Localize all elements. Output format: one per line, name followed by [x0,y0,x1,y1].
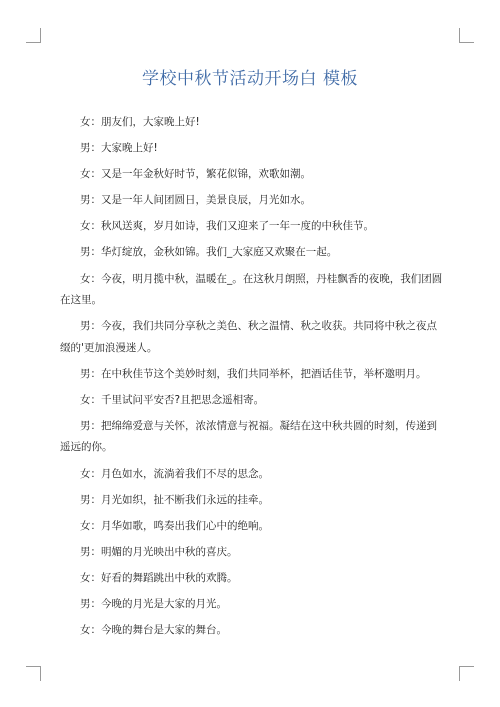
dialogue-line: 女：又是一年金秋好时节，繁花似锦，欢歌如潮。 [80,168,311,181]
dialogue-line: 女：今晚的舞台是大家的舞台。 [80,624,227,637]
crop-mark-top-right [459,28,474,43]
dialogue-line: 男：把绵绵爱意与关怀，浓浓情意与祝福。凝结在这中秋共圆的时刻，传递到遥远的你。 [60,419,437,454]
crop-mark-bottom-left [26,666,41,681]
dialogue-line: 女：朋友们，大家晚上好! [80,116,200,128]
document-body [60,112,446,646]
dialogue-line: 男：华灯绽放，金秋如锦。我们_大家庭又欢聚在一起。 [80,246,338,259]
dialogue-line: 男：今晚的月光是大家的月光。 [80,598,227,610]
crop-mark-top-left [26,28,41,43]
dialogue-line: 男：大家晚上好! [80,142,158,155]
document-title: 学校中秋节活动开场白 模板 [142,69,358,89]
dialogue-line: 男：在中秋佳节这个美妙时刻，我们共同举杯，把酒话佳节，举杯邀明月。 [80,367,427,380]
dialogue-line: 女：月色如水，流淌着我们不尽的思念。 [80,467,269,480]
dialogue-line: 男：明媚的月光映出中秋的喜庆。 [80,545,238,558]
crop-mark-bottom-right [459,666,474,681]
dialogue-line: 男：月光如织，扯不断我们永远的挂牵。 [80,493,269,506]
dialogue-line: 男：又是一年人间团圆日，美景良辰，月光如水。 [80,194,311,207]
dialogue-line: 女：今夜，明月揽中秋，温暖在_。在这秋月朗照，丹桂飘香的夜晚，我们团圆在这里。 [60,272,443,307]
dialogue-line: 女：秋风送爽，岁月如诗，我们又迎来了一年一度的中秋佳节。 [80,220,374,233]
dialogue-line: 男：今夜，我们共同分享秋之美色、秋之温情、秋之收获。共同将中秋之夜点缀的'更加浪漫迷人。 [60,320,437,354]
dialogue-line: 女：月华如歌，鸣奏出我们心中的绝响。 [80,519,269,532]
dialogue-line: 女：千里试问平安否?且把思念遥相寄。 [80,393,265,406]
dialogue-line: 女：好看的舞蹈跳出中秋的欢腾。 [80,571,238,584]
